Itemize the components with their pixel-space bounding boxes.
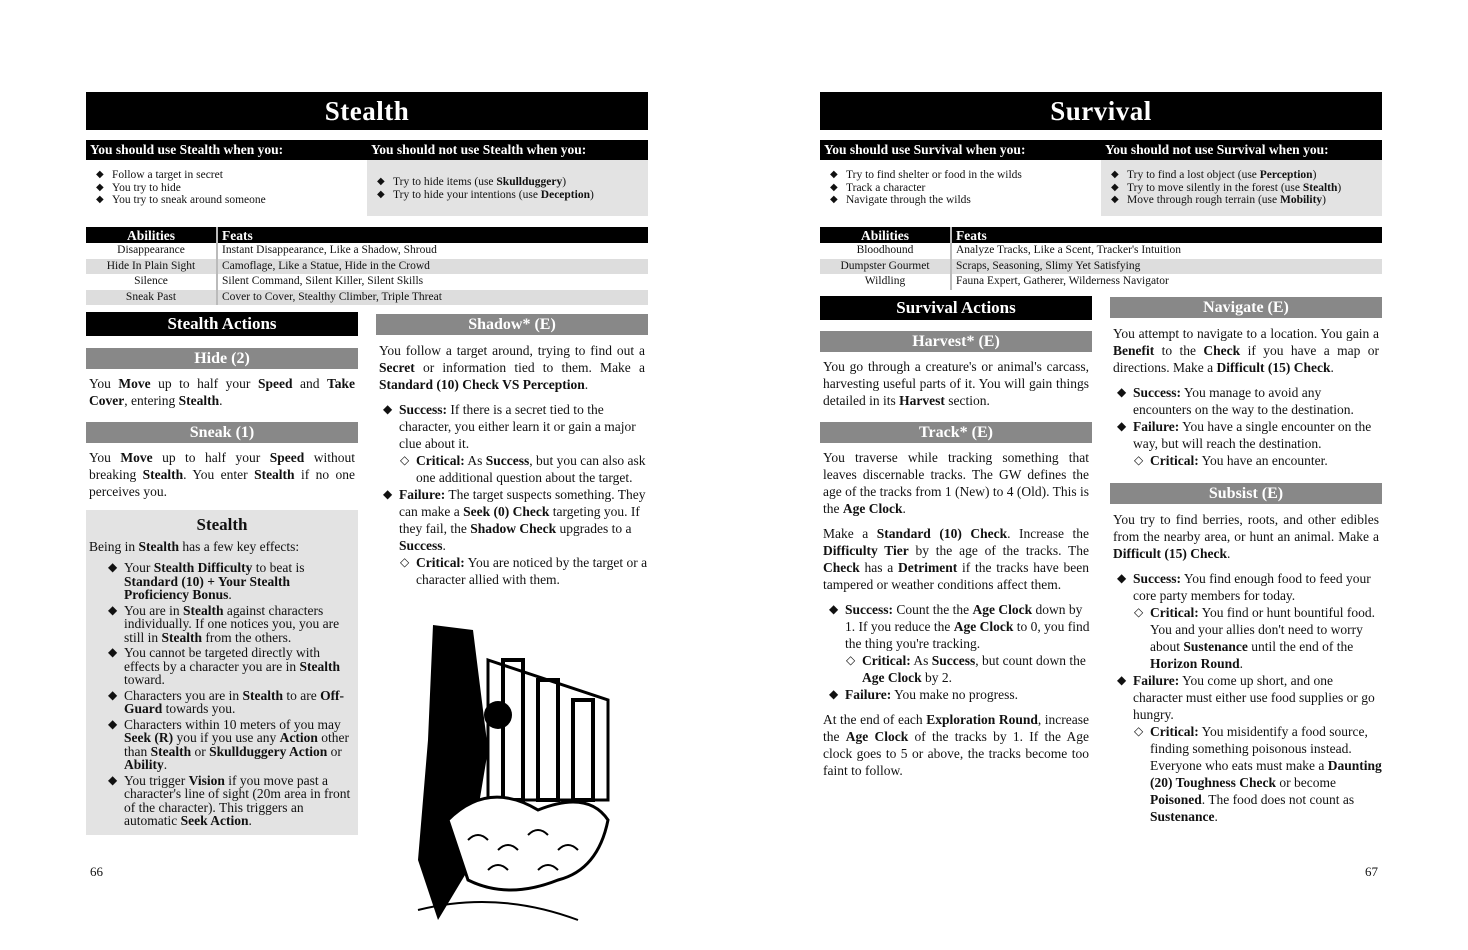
right-column xyxy=(1110,297,1382,825)
list-item: ◆ You try to hide xyxy=(96,182,266,195)
result-success: ◆ Success: You manage to avoid any encounters on the way to the destination. xyxy=(1110,384,1382,418)
table-row xyxy=(86,259,648,275)
navigate-text: You attempt to navigate to a location. You gain a Benefit to the Check if you have a map or directions. Make a Difficult (15) Check. xyxy=(1113,326,1379,375)
abilities-table xyxy=(86,227,648,305)
list-item: ◆ Navigate through the wilds xyxy=(830,194,1022,207)
box-list xyxy=(89,561,355,828)
list-item: ◆ Characters you are in Stealth to are Off-Guard towards you. xyxy=(101,689,355,716)
result-critical: ◇ Critical: You have an encounter. xyxy=(1110,452,1382,469)
list-item: ◆ Move through rough terrain (use Mobility) xyxy=(1111,194,1341,207)
harvest-text: You go through a creature's or animal's carcass, harvesting useful parts of it. You will gain things detailed in its Harvest section. xyxy=(823,359,1089,408)
stealth-rules-box xyxy=(86,510,358,835)
cell: Sneak Past xyxy=(86,290,217,306)
cell: Silent Command, Silent Killer, Silent Skills xyxy=(222,275,424,288)
use-list xyxy=(830,169,1022,207)
shadow-text: You follow a target around, trying to find out a Secret or information tied to them. Make a Standard (10) Check VS Perception. xyxy=(379,343,645,392)
col-header: Abilities xyxy=(820,227,951,243)
use-section xyxy=(86,140,648,216)
cell: Wildling xyxy=(820,274,951,290)
list-item: ◆ You cannot be targeted directly with effects by a character you are in Stealth toward. xyxy=(101,646,355,687)
rogue-illustration xyxy=(378,620,618,930)
table-row xyxy=(86,274,648,290)
result-success: ◆ Success: Count the the Age Clock down by 1. If you reduce the Age Clock to 0, you find the thing you're tracking. xyxy=(822,601,1092,652)
shadow-results xyxy=(376,401,648,588)
page-title: Survival xyxy=(820,92,1382,130)
action-title-track: Track* (E) xyxy=(820,422,1092,443)
list-item: ◆ You trigger Vision if you move past a character's line of sight (20m area in front of the character). This triggers an automatic Seek Action. xyxy=(101,774,355,828)
cell: Disappearance xyxy=(86,243,217,259)
left-column xyxy=(86,312,358,835)
result-failure: ◆ Failure: You have a single encounter on the way, but will reach the destination. xyxy=(1110,418,1382,452)
result-failure: ◆ Failure: The target suspects something. They can make a Seek (0) Check targeting you. If they fail, the Shadow Check upgrades to a Success. xyxy=(376,486,648,554)
cell: Hide In Plain Sight xyxy=(86,259,217,275)
cell: Scraps, Seasoning, Slimy Yet Satisfying xyxy=(951,259,1382,275)
box-intro: Being in Stealth has a few key effects: xyxy=(89,539,300,554)
list-item: ◆ Try to hide items (use Skullduggery) xyxy=(377,176,594,189)
action-title-subsist: Subsist (E) xyxy=(1110,483,1382,504)
track-results xyxy=(820,601,1092,703)
abilities-table xyxy=(820,227,1382,290)
box-title: Stealth xyxy=(196,515,248,534)
list-item: ◆ Try to hide your intentions (use Deception) xyxy=(377,189,594,202)
page-number: 66 xyxy=(90,864,103,879)
list-item: ◆ You are in Stealth against characters individually. If one notices you, you are still in Stealth from the others. xyxy=(101,604,355,645)
cell: Silence xyxy=(86,274,217,290)
result-critical-failure: ◇ Critical: You are noticed by the target or a character allied with them. xyxy=(376,554,648,588)
result-success: ◆ Success: If there is a secret tied to the character, you either learn it or gain a major clue about it. xyxy=(376,401,648,452)
table-row xyxy=(820,259,1382,275)
list-item: ◆ Characters within 10 meters of you may Seek (R) you if you use any Action other than Stealth or Skullduggery Action or Ability. xyxy=(101,718,355,772)
sneak-text: You Move up to half your Speed without breaking Stealth. You enter Stealth if no one perceives you. xyxy=(89,450,355,499)
result-critical: ◇ Critical: As Success, but count down the Age Clock by 2. xyxy=(822,652,1092,686)
use-header: You should use Stealth when you: xyxy=(86,140,367,160)
cell: Cover to Cover, Stealthy Climber, Triple Threat xyxy=(217,290,648,306)
hide-text: You Move up to half your Speed and Take Cover, entering Stealth. xyxy=(89,376,355,408)
notuse-panel xyxy=(1101,160,1382,216)
cell: Bloodhound xyxy=(820,243,951,259)
list-item: ◆ Try to find a lost object (use Perception) xyxy=(1111,169,1341,182)
cell: Instant Disappearance, Like a Shadow, Shroud xyxy=(222,244,437,257)
action-title-hide: Hide (2) xyxy=(86,348,358,369)
result-critical: ◇ Critical: As Success, but you can also ask one additional question about the target. xyxy=(376,452,648,486)
result-critical: ◇ Critical: You find or hunt bountiful food. You and your allies don't need to worry about Sustenance until the end of the Horizon Round. xyxy=(1110,604,1382,672)
notuse-header: You should not use Survival when you: xyxy=(1101,140,1382,160)
col-header: Feats xyxy=(217,227,648,243)
cell: Camoflage, Like a Statue, Hide in the Crowd xyxy=(217,259,648,275)
section-title: Stealth Actions xyxy=(86,312,358,336)
track-text: You traverse while tracking something that leaves discernable tracks. The GW defines the age of the tracks from 1 (New) to 4 (Old). This is the Age Clock. xyxy=(823,450,1089,516)
result-critical-failure: ◇ Critical: You misidentify a food source, finding something poisonous instead. Everyone who eats must make a Daunting (20) Toughness Check or become Poisoned. The food does not count as Sustenance. xyxy=(1110,723,1382,825)
list-item: ◆ Your Stealth Difficulty to beat is Standard (10) + Your Stealth Proficiency Bonus. xyxy=(101,561,355,602)
action-title-navigate: Navigate (E) xyxy=(1110,297,1382,318)
list-item: ◆ Follow a target in secret xyxy=(96,169,266,182)
result-success: ◆ Success: You find enough food to feed your core party members for today. xyxy=(1110,570,1382,604)
action-title-harvest: Harvest* (E) xyxy=(820,331,1092,352)
col-header: Abilities xyxy=(86,227,217,243)
list-item: ◆ Track a character xyxy=(830,182,1022,195)
action-title-sneak: Sneak (1) xyxy=(86,422,358,443)
cell: Fauna Expert, Gatherer, Wilderness Navigator xyxy=(956,275,1169,288)
notuse-list xyxy=(377,176,594,201)
table-row xyxy=(820,243,1382,259)
cell: Analyze Tracks, Like a Scent, Tracker's Intuition xyxy=(956,244,1182,257)
cell: Dumpster Gourmet xyxy=(820,259,951,275)
right-column xyxy=(376,314,648,588)
use-header: You should use Survival when you: xyxy=(820,140,1101,160)
col-header: Feats xyxy=(951,227,1382,243)
subsist-text: You try to find berries, roots, and other edibles from the nearby area, or hunt an animal. Make a Difficult (15) Check. xyxy=(1113,512,1379,561)
use-section xyxy=(820,140,1382,216)
table-row xyxy=(86,243,648,259)
notuse-panel xyxy=(367,160,648,216)
result-failure: ◆ Failure: You make no progress. xyxy=(822,686,1092,703)
notuse-header: You should not use Stealth when you: xyxy=(367,140,648,160)
page-number: 67 xyxy=(1365,864,1378,879)
track-text-2: Make a Standard (10) Check. Increase the Difficulty Tier by the age of the tracks. The Check has a Detriment if the tracks have been tampered or weather conditions affect them. xyxy=(823,526,1089,592)
subsist-results xyxy=(1110,570,1382,825)
left-column xyxy=(820,296,1092,779)
list-item: ◆ Try to move silently in the forest (use Stealth) xyxy=(1111,182,1341,195)
page-title: Stealth xyxy=(86,92,648,130)
track-text-3: At the end of each Exploration Round, increase the Age Clock of the tracks by 1. If the Age clock goes to 5 or above, the tracks become too faint to follow. xyxy=(823,712,1089,778)
list-item: ◆ Try to find shelter or food in the wilds xyxy=(830,169,1022,182)
table-row xyxy=(86,290,648,306)
list-item: ◆ You try to sneak around someone xyxy=(96,194,266,207)
notuse-list xyxy=(1111,169,1341,207)
result-failure: ◆ Failure: You come up short, and one character must either use food supplies or go hungry. xyxy=(1110,672,1382,723)
use-list xyxy=(96,169,266,207)
table-row xyxy=(820,274,1382,290)
action-title-shadow: Shadow* (E) xyxy=(376,314,648,335)
section-title: Survival Actions xyxy=(820,296,1092,320)
navigate-results xyxy=(1110,384,1382,469)
